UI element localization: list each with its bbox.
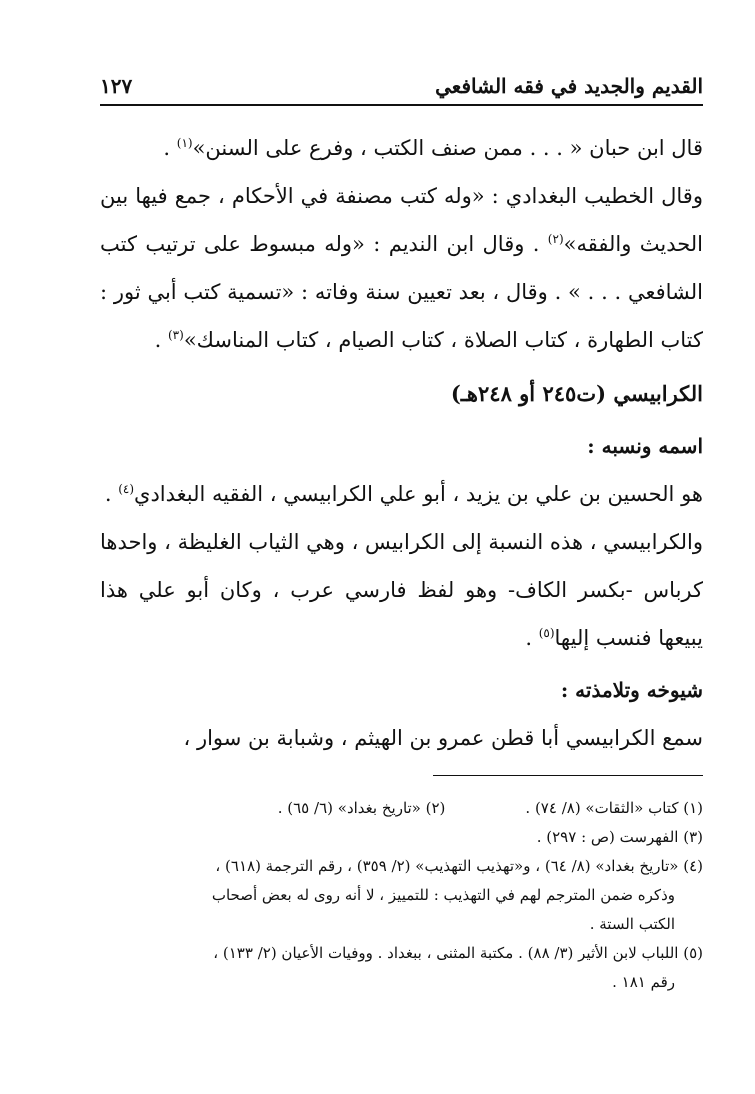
- footnote-ref-4: (٤): [118, 482, 135, 496]
- paragraph-nisba: والكرابيسي ، هذه النسبة إلى الكرابيس ، وهي الثياب الغليظة ، واحدها كرباس -بكسر الكاف- وهو لفظ فارسي عرب ، وكان أبو علي هذا يبيعها فنسب إليها$^{(٥)}$ .: [100, 530, 703, 650]
- footnote-4-line-2: وذكره ضمن المترجم لهم في التهذيب : للتمييز ، لا أنه روى له بعض أصحاب: [211, 886, 675, 904]
- paragraph-khatib: وقال الخطيب البغدادي : «وله كتب مصنفة في الأحكام ، جمع فيها بين الحديث والفقه»$^{(٢)}$ . وقال ابن النديم : «وله مبسوط على ترتيب كتب الشافعي . . . » . وقال ، بعد تعيين سنة وفاته : «تسمية كتب أبي ثور : كتاب الطهارة ، كتاب الصلاة ، كتاب الصيام ، كتاب المناسك»$^{(٣)}$ .: [100, 184, 704, 352]
- footnote-divider: [433, 775, 703, 776]
- footnote-ref-5: (٥): [538, 626, 555, 640]
- subheading-name-lineage: اسمه ونسبه :: [587, 434, 703, 458]
- footnote-row-1-2: [100, 794, 703, 823]
- paragraph-teachers: سمع الكرابيسي أبا قطن عمرو بن الهيثم ، وشبابة بن سوار ،: [183, 726, 703, 750]
- subheading-teachers-students: شيوخه وتلامذته :: [560, 678, 703, 702]
- page-number: ١٢٧: [100, 74, 133, 98]
- footnote-3: (٣) الفهرست (ص : ٢٩٧) .: [536, 828, 703, 846]
- page-header: [100, 66, 703, 106]
- footnote-2: (٢) «تاريخ بغداد» (٦/ ٦٥) .: [277, 799, 446, 817]
- footnotes: [100, 794, 703, 997]
- paragraph-ibn-hibban: قال ابن حبان « . . . ممن صنف الكتب ، وفرع على السنن»$^{(١)}$ .: [163, 136, 703, 160]
- footnote-5-line-1: (٥) اللباب لابن الأثير (٣/ ٨٨) . مكتبة المثنى ، ببغداد . ووفيات الأعيان (٢/ ١٣٣) ،: [213, 944, 703, 962]
- footnote-ref-3: (٣): [167, 328, 184, 342]
- footnote-ref-1: (١): [176, 136, 193, 150]
- main-text: [100, 124, 703, 762]
- footnote-5-line-2: رقم ١٨١ .: [612, 973, 675, 991]
- paragraph-name: هو الحسين بن علي بن يزيد ، أبو علي الكرابيسي ، الفقيه البغدادي$^{(٤)}$ .: [104, 482, 703, 506]
- footnote-4-line-3: الكتب الستة .: [589, 915, 675, 933]
- section-heading-karabisi: الكرابيسي (ت٢٤٥ أو ٢٤٨هـ): [450, 381, 703, 406]
- footnote-ref-2: (٢): [547, 232, 564, 246]
- running-title: القديم والجديد في فقه الشافعي: [435, 74, 703, 98]
- footnote-1: (١) كتاب «الثقات» (٨/ ٧٤) .: [525, 799, 703, 817]
- footnote-4-line-1: (٤) «تاريخ بغداد» (٨/ ٦٤) ، و«تهذيب التهذيب» (٢/ ٣٥٩) ، رقم الترجمة (٦١٨) ،: [215, 857, 703, 875]
